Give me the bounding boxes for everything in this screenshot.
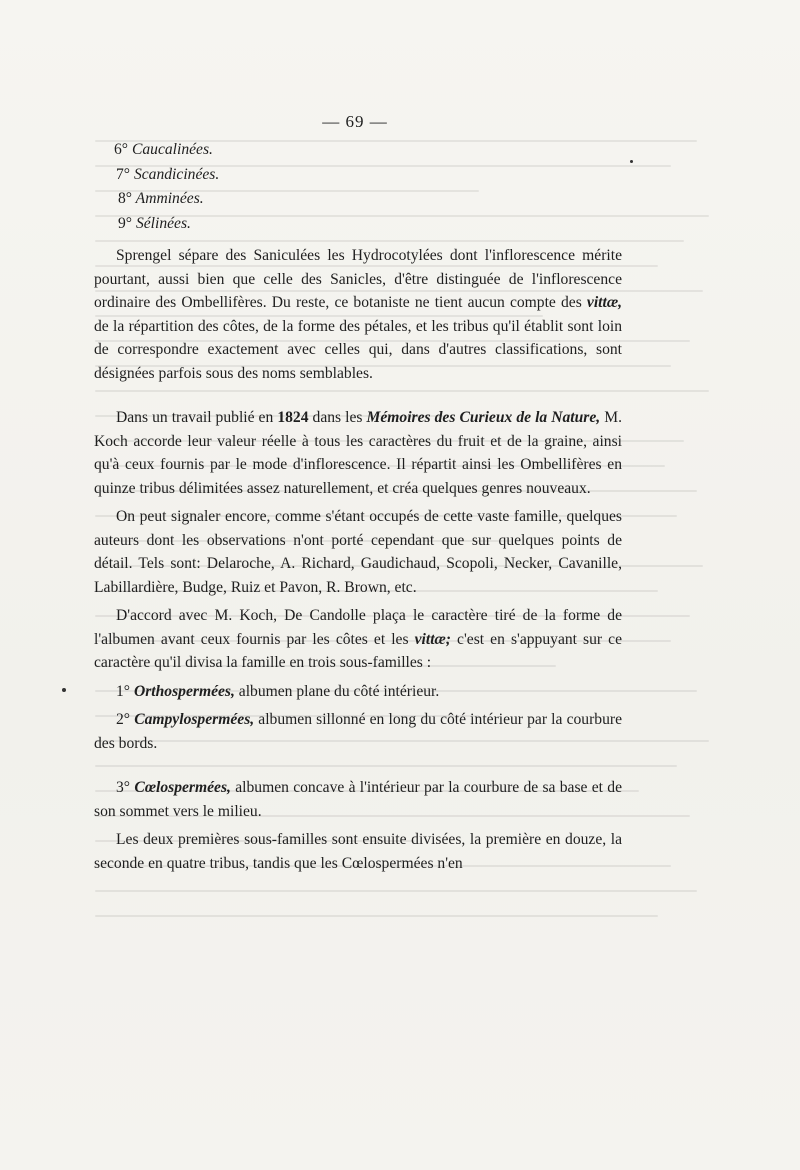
paragraph-de-candolle: D'accord avec M. Koch, De Candolle plaça le caractère tiré de la forme de l'albumen avant ceux fournis par les côtes et les vittæ; c'est en s'appuyant sur ce caractère qu'il divisa la famille en trois sous-familles : (94, 607, 623, 671)
tribe-list (94, 138, 622, 236)
subfamily-campylospermees: 2° Campylospermées, albumen sillonné en long du côté intérieur par la courbure des bords. (94, 711, 622, 752)
paragraph-other-authors: On peut signaler encore, comme s'étant occupés de cette vaste famille, quelques auteurs dont les observations n'ont porté cependant que sur quelques points de détail. Tels sont: Delaroche, A. Richard, Gaudichaud, Scopoli, Necker, Cavanille, Labillardière, Budge, Ruiz et Pavon, R. Brown, etc. (94, 508, 622, 596)
subfamily-orthospermees: 1° Orthospermées, albumen plane du côté intérieur. (116, 682, 440, 700)
ink-speck (62, 688, 66, 692)
list-item: 6° Caucalinées. (114, 141, 213, 158)
list-item: 8° Amminées. (118, 190, 204, 207)
list-item: 9° Sélinées. (118, 214, 191, 232)
page-body (94, 138, 622, 875)
list-item: 7° Scandicinées. (116, 165, 220, 183)
page-number: — 69 — (322, 112, 388, 131)
paragraph-subdivisions: Les deux premières sous-familles sont ensuite divisées, la première en douze, la seconde en quatre tribus, tandis que les Cœlospermées n'en (94, 831, 622, 872)
ink-speck (630, 160, 633, 163)
paragraph-koch: Dans un travail publié en 1824 dans les Mémoires des Curieux de la Nature, M. Koch accorde leur valeur réelle à tous les caractères du fruit et de la graine, ainsi qu'à ceux fournis par le mode d'inflorescence. Il répartit ainsi les Ombellifères en quinze tribus délimitées assez naturellement, et créa quelques genres nouveaux. (94, 409, 622, 497)
paragraph-sprengel: Sprengel sépare des Saniculées les Hydrocotylées dont l'inflorescence mérite pourtant, aussi bien que celle des Sanicles, d'être distinguée de l'inflorescence ordinaire des Ombellifères. Du reste, ce botaniste ne tient aucun compte des vittæ, de la répartition des côtes, de la forme des pétales, et les tribus qu'il établit sont loin de correspondre exactement avec celles qui, dans d'autres classifications, sont désignées parfois sous des noms semblables. (94, 247, 622, 382)
subfamily-coelospermees: 3° Cœlospermées, albumen concave à l'intérieur par la courbure de sa base et de son sommet vers le milieu. (94, 779, 622, 820)
